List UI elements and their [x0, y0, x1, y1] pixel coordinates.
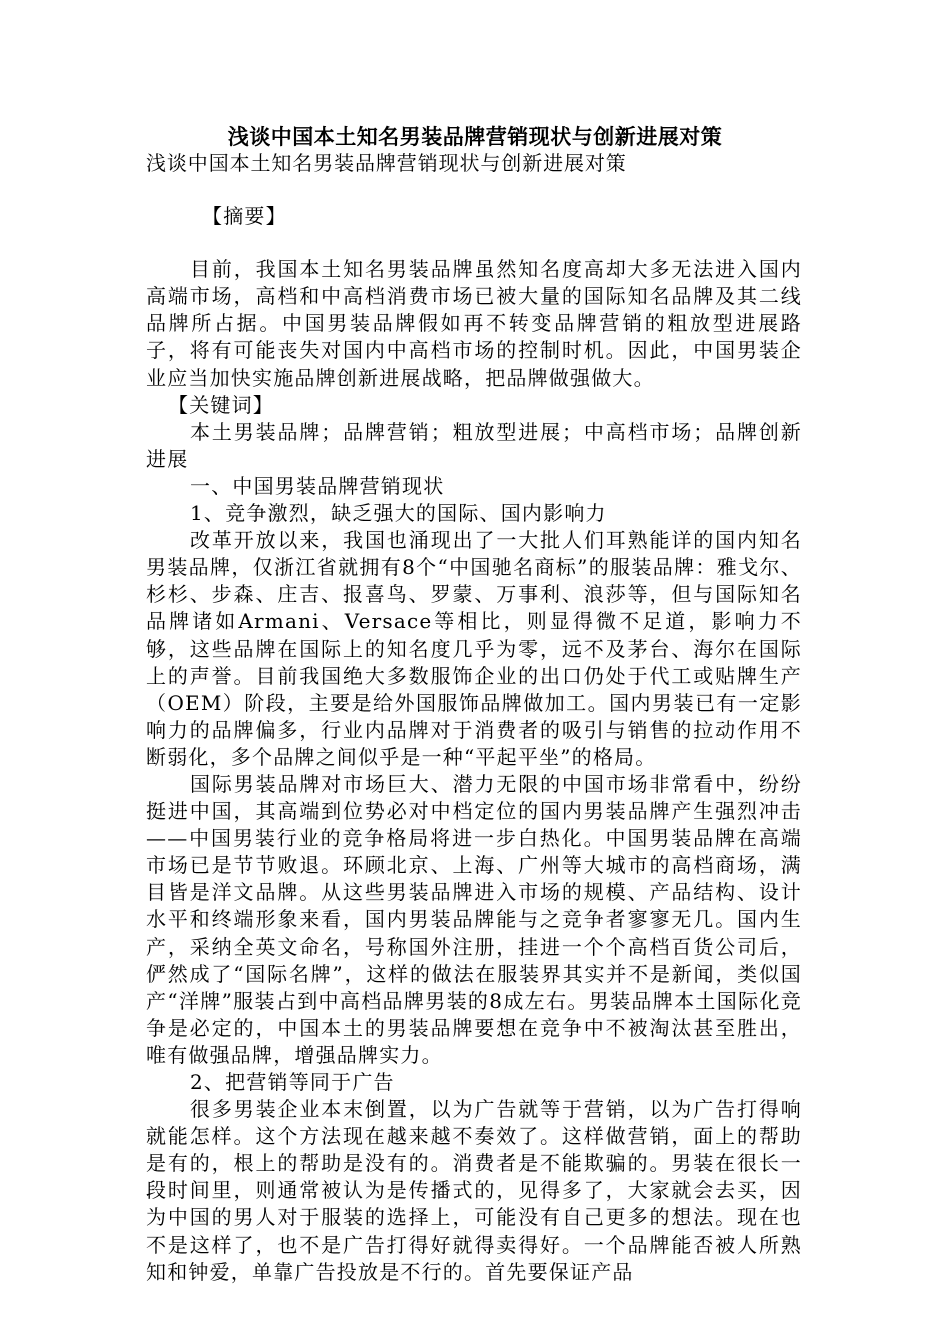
document-subtitle: 浅谈中国本土知名男装品牌营销现状与创新进展对策 [146, 151, 627, 175]
abstract-paragraph: 目前，我国本土知名男装品牌虽然知名度高却大多无法进入国内高端市场，高档和中高档消费市场已被大量的国际知名品牌及其二线品牌所占据。中国男装品牌假如再不转变品牌营销的粗放型进展路子，将有可能丧失对国内中高档市场的控制时机。因此，中国男装企业应当加快实施品牌创新进展战略，把品牌做强做大。 [146, 257, 802, 390]
keywords-paragraph: 本土男装品牌；品牌营销；粗放型进展；中高档市场；品牌创新进展 [146, 419, 802, 471]
subsection-heading-1: 1、竞争激烈，缺乏强大的国际、国内影响力 [190, 501, 607, 526]
section-heading-1: 一、中国男装品牌营销现状 [190, 473, 445, 498]
document-body [146, 150, 802, 1286]
abstract-heading: 【摘要】 [202, 204, 287, 229]
paragraph-2: 国际男装品牌对市场巨大、潜力无限的中国市场非常看中，纷纷挺进中国，其高端到位势必对中档定位的国内男装品牌产生强烈冲击——中国男装行业的竞争格局将进一步白热化。中国男装品牌在高端市场已是节节败退。环顾北京、上海、广州等大城市的高档商场，满目皆是洋文品牌。从这些男装品牌进入市场的规模、产品结构、设计水平和终端形象来看，国内男装品牌能与之竞争者寥寥无几。国内生产，采纳全英文命名，号称国外注册，挂进一个个高档百货公司后，俨然成了“国际名牌”，这样的做法在服装界其实并不是新闻，类似国产“洋牌”服装占到中高档品牌男装的8成左右。男装品牌本土国际化竞争是必定的，中国本土的男装品牌要想在竞争中不被淘汰甚至胜出，唯有做强品牌，增强品牌实力。 [146, 771, 802, 1067]
keywords-heading: 【关键词】 [168, 392, 274, 417]
subsection-heading-2: 2、把营销等同于广告 [190, 1070, 395, 1094]
paragraph-3: 很多男装企业本末倒置，以为广告就等于营销，以为广告打得响就能怎样。这个方法现在越来越不奏效了。这样做营销，面上的帮助是有的，根上的帮助是没有的。消费者是不能欺骗的。男装在很长一段时间里，则通常被认为是传播式的，见得多了，大家就会去买，因为中国的男人对于服装的选择上，可能没有自己更多的想法。现在也不是这样了，也不是广告打得好就得卖得好。一个品牌能否被人所熟知和钟爱，单靠广告投放是不行的。首先要保证产品 [146, 1097, 802, 1284]
document-title: 浅谈中国本土知名男装品牌营销现状与创新进展对策 [227, 124, 723, 149]
paragraph-1: 改革开放以来，我国也涌现出了一大批人们耳熟能详的国内知名男装品牌，仅浙江省就拥有8个“中国驰名商标”的服装品牌：雅戈尔、杉杉、步森、庄吉、报喜鸟、罗蒙、万事利、浪莎等，但与国际知名品牌诸如Armani、Versace等相比，则显得微不足道，影响力不够，这些品牌在国际上的知名度几乎为零，远不及茅台、海尔在国际上的声誉。目前我国绝大多数服饰企业的出口仍处于代工或贴牌生产（OEM）阶段，主要是给外国服饰品牌做加工。国内男装已有一定影响力的品牌偏多，行业内品牌对于消费者的吸引与销售的拉动作用不断弱化，多个品牌之间似乎是一种“平起平坐”的格局。 [146, 528, 802, 769]
